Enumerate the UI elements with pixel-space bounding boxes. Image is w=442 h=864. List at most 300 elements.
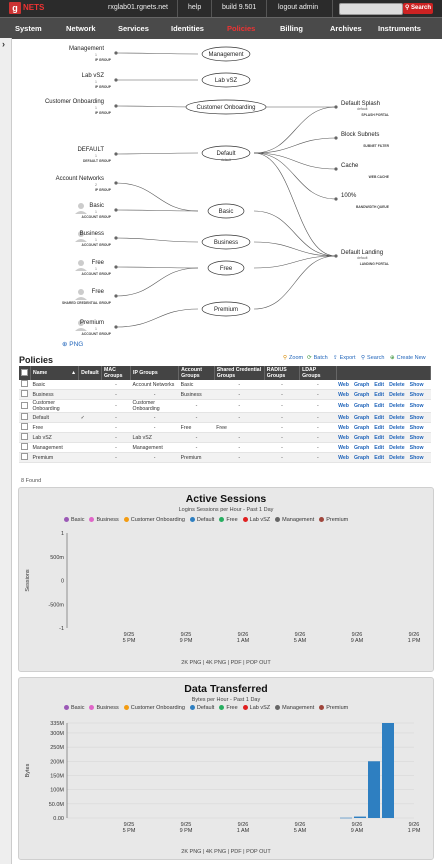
graph-node-type: ACCOUNT GROUP	[81, 215, 111, 219]
x-tick-label: 1 PM	[407, 638, 421, 644]
legend-item[interactable]: Management	[282, 705, 315, 711]
cell-account-groups: -	[179, 443, 215, 453]
graph-policy-sub: default	[221, 158, 231, 162]
cell-mac-groups: -	[102, 453, 131, 463]
row-checkbox[interactable]	[19, 433, 31, 443]
action-web-link[interactable]: Web	[338, 414, 349, 421]
plus-icon: ⊕	[390, 355, 395, 361]
graph-edge	[254, 153, 336, 199]
graph-node-count: 1	[95, 53, 97, 57]
x-tick-label: 9/25	[123, 822, 135, 828]
action-show-link[interactable]: Show	[409, 391, 424, 398]
row-checkbox[interactable]	[19, 380, 31, 390]
graph-node-dot	[114, 152, 117, 155]
graph-node-type: ACCOUNT GROUP	[81, 272, 111, 276]
data-bar[interactable]	[382, 723, 394, 818]
cell-mac-groups: -	[102, 400, 131, 413]
graph-node-type: SPLASH PORTAL	[361, 113, 389, 117]
cell-account-groups[interactable]: Free	[179, 423, 215, 433]
graph-policy-node[interactable]	[186, 100, 266, 114]
graph-node-dot	[334, 254, 337, 257]
nav-policies[interactable]: Policies	[227, 24, 256, 33]
legend-item[interactable]: Basic	[71, 517, 85, 523]
graph-left-node[interactable]	[75, 231, 118, 247]
action-graph-link[interactable]: Graph	[353, 434, 370, 441]
create-new-button[interactable]	[390, 355, 426, 361]
logo-text: NETS	[23, 3, 45, 12]
graph-policy-label: Lab vSZ	[214, 78, 238, 84]
x-tick-label: 9/26	[351, 632, 363, 638]
x-tick-label: 1 PM	[407, 828, 421, 834]
y-tick-label: 50.0M	[48, 801, 64, 808]
action-graph-link[interactable]: Graph	[353, 454, 370, 461]
graph-node-label: Business	[79, 231, 104, 237]
graph-edge	[116, 183, 198, 211]
graph-right-node[interactable]	[334, 193, 389, 209]
cell-actions	[336, 443, 430, 453]
graph-policy-node[interactable]	[208, 261, 244, 275]
nav-services[interactable]: Services	[118, 24, 149, 33]
legend-dot	[124, 705, 129, 710]
cell-default	[79, 423, 102, 433]
graph-node-count: 1	[95, 210, 97, 214]
table-row	[19, 390, 431, 400]
cell-account-groups[interactable]: Basic	[179, 380, 215, 390]
host-name: rxglab01.rgnets.net	[108, 4, 168, 11]
action-web-link[interactable]: Web	[338, 424, 349, 431]
sort-asc-icon: ▲	[70, 370, 77, 376]
graph-node-label: Block Subnets	[341, 132, 380, 138]
cell-shared-groups: -	[214, 390, 264, 400]
action-edit-link[interactable]: Edit	[374, 381, 385, 388]
cell-name: Customer Onboarding	[31, 400, 79, 413]
x-tick-label: 9/26	[408, 822, 420, 828]
graph-right-node[interactable]	[334, 101, 389, 117]
legend-item[interactable]: Customer Onboarding	[130, 705, 185, 711]
graph-policy-label: Basic	[218, 209, 234, 215]
legend-dot	[89, 517, 94, 522]
zoom-button[interactable]	[283, 355, 303, 361]
graph-edge	[116, 238, 198, 242]
graph-node-dot	[114, 265, 117, 268]
legend-dot	[243, 705, 248, 710]
row-checkbox[interactable]	[19, 443, 31, 453]
cell-name: Premium	[31, 453, 79, 463]
cell-name: Basic	[31, 380, 79, 390]
export-icon: ⇪	[333, 355, 338, 361]
export-label: Export	[339, 355, 356, 361]
graph-right-node[interactable]	[334, 163, 389, 179]
legend-item[interactable]: Lab vSZ	[249, 705, 271, 711]
user-icon	[78, 289, 84, 295]
cell-default	[79, 453, 102, 463]
graph-left-node[interactable]	[62, 289, 118, 305]
action-edit-link[interactable]: Edit	[374, 424, 385, 431]
x-tick-label: 9/25	[180, 822, 192, 828]
action-graph-link[interactable]: Graph	[353, 403, 370, 409]
select-all-checkbox[interactable]	[19, 366, 31, 380]
user-icon	[78, 260, 84, 266]
user-icon-body	[75, 268, 87, 271]
action-show-link[interactable]: Show	[409, 444, 424, 451]
action-edit-link[interactable]: Edit	[374, 403, 385, 409]
x-tick-label: 9/25	[180, 632, 192, 638]
help-link[interactable]: help	[188, 4, 202, 11]
cell-actions	[336, 400, 430, 413]
graph-left-node[interactable]	[75, 203, 118, 219]
cell-radius-groups: -	[264, 433, 299, 443]
cell-default	[79, 380, 102, 390]
legend-dot	[124, 517, 129, 522]
cell-shared-groups: -	[214, 413, 264, 423]
action-edit-link[interactable]: Edit	[374, 444, 385, 451]
graph-policy-node[interactable]	[202, 302, 250, 316]
x-tick-label: 9/26	[237, 822, 249, 828]
search-button[interactable]	[403, 3, 433, 14]
data-bar[interactable]	[368, 761, 380, 818]
graph-node-type: WEB CACHE	[368, 175, 389, 179]
info-icon: ⊕	[62, 341, 68, 348]
cell-mac-groups: -	[102, 443, 131, 453]
legend-dot	[319, 705, 324, 710]
user-icon-body	[75, 211, 87, 214]
legend-dot	[190, 705, 195, 710]
png-link[interactable]	[62, 340, 83, 348]
col-account-groups[interactable]: Account Groups	[179, 366, 215, 380]
graph-node-count: 1	[95, 106, 97, 110]
col-ip-groups[interactable]: IP Groups	[131, 366, 179, 380]
col-name[interactable]	[31, 366, 79, 380]
graph-node-dot	[114, 236, 117, 239]
action-show-link[interactable]: Show	[409, 434, 424, 441]
action-edit-link[interactable]: Edit	[374, 434, 385, 441]
action-show-link[interactable]: Show	[409, 381, 424, 388]
legend-item[interactable]: Lab vSZ	[249, 517, 271, 523]
graph-node-type: BANDWIDTH QUEUE	[356, 205, 389, 209]
top-bar	[0, 0, 442, 17]
graph-node-dot	[114, 104, 117, 107]
user-icon	[78, 203, 84, 209]
cell-default	[79, 390, 102, 400]
chart-legend	[59, 705, 348, 711]
table-row	[19, 433, 431, 443]
graph-node-label: Lab vSZ	[81, 73, 104, 79]
y-tick-label: 500m	[50, 554, 64, 561]
cell-name: Free	[31, 423, 79, 433]
y-tick-label: 300M	[50, 730, 64, 737]
action-graph-link[interactable]: Graph	[353, 391, 370, 398]
x-tick-label: 9/26	[237, 632, 249, 638]
data-transferred-chart	[19, 715, 433, 845]
search-button-label: Search	[411, 5, 432, 11]
active-sessions-chart	[19, 525, 433, 655]
action-show-link[interactable]: Show	[409, 424, 424, 431]
chart-export-links[interactable]: 2K PNG | 4K PNG | PDF | POP OUT	[181, 660, 271, 666]
action-web-link[interactable]: Web	[338, 454, 349, 461]
graph-node-label: Free	[91, 289, 104, 295]
legend-item[interactable]: Default	[196, 705, 215, 711]
search-input[interactable]	[339, 3, 403, 15]
graph-node-dot	[114, 181, 117, 184]
col-shared-credential-groups[interactable]: Shared Credential Groups	[214, 366, 264, 380]
chart-title: Data Transferred	[184, 683, 268, 695]
action-graph-link[interactable]: Graph	[353, 381, 370, 388]
logout-link[interactable]: logout admin	[278, 4, 319, 11]
cell-account-groups: -	[179, 400, 215, 413]
graph-node-dot	[114, 325, 117, 328]
graph-node-dot	[114, 51, 117, 54]
build-version: build 9.501	[222, 4, 257, 11]
row-checkbox[interactable]	[19, 400, 31, 413]
y-tick-label: 335M	[50, 721, 64, 727]
graph-left-node[interactable]	[69, 46, 118, 62]
cell-ip-groups: -	[131, 390, 179, 400]
cell-actions	[336, 423, 430, 433]
cell-actions	[336, 380, 430, 390]
graph-policy-label: Free	[219, 266, 233, 272]
table-row	[19, 380, 431, 390]
graph-edge	[254, 256, 336, 309]
x-tick-label: 1 AM	[236, 828, 250, 834]
cell-actions	[336, 433, 430, 443]
legend-dot	[190, 517, 195, 522]
legend-item[interactable]: Premium	[326, 705, 349, 711]
action-edit-link[interactable]: Edit	[374, 454, 385, 461]
action-web-link[interactable]: Web	[338, 391, 349, 398]
legend-dot	[89, 705, 94, 710]
action-delete-link[interactable]: Delete	[389, 403, 405, 409]
data-bar[interactable]	[354, 817, 366, 818]
action-graph-link[interactable]: Graph	[353, 414, 370, 421]
cell-ip-groups[interactable]: Lab vSZ	[131, 433, 179, 443]
row-checkbox[interactable]	[19, 390, 31, 400]
action-web-link[interactable]: Web	[338, 434, 349, 441]
chevron-right-icon[interactable]: ›	[2, 39, 5, 49]
rgnets-logo[interactable]	[9, 2, 45, 14]
graph-node-label: Cache	[341, 163, 359, 169]
graph-node-detail: default	[357, 107, 368, 111]
table-row	[19, 443, 431, 453]
export-button[interactable]	[333, 355, 356, 361]
chart-subtitle: Bytes per Hour - Past 1 Day	[191, 697, 261, 703]
action-delete-link[interactable]: Delete	[389, 414, 405, 421]
action-show-link[interactable]: Show	[409, 403, 424, 409]
cell-radius-groups: -	[264, 443, 299, 453]
cell-ldap-groups: -	[300, 413, 337, 423]
graph-edge	[116, 53, 198, 54]
graph-node-type: ACCOUNT GROUP	[81, 243, 111, 247]
graph-node-label: Premium	[79, 320, 104, 326]
x-tick-label: 5 AM	[293, 828, 307, 834]
cell-shared-groups[interactable]: Free	[214, 423, 264, 433]
search-table-button[interactable]	[361, 355, 384, 361]
png-link-label: PNG	[69, 341, 84, 348]
action-show-link[interactable]: Show	[409, 454, 424, 461]
cell-account-groups: -	[179, 413, 215, 423]
legend-item[interactable]: Business	[96, 705, 119, 711]
nav-identities[interactable]: Identities	[171, 24, 204, 33]
results-count: 8 Found	[21, 478, 42, 484]
action-delete-link[interactable]: Delete	[389, 424, 405, 431]
y-axis-label: Bytes	[25, 763, 31, 778]
cell-mac-groups: -	[102, 390, 131, 400]
action-delete-link[interactable]: Delete	[389, 381, 405, 388]
chart-legend	[59, 517, 348, 523]
graph-left-node[interactable]	[82, 73, 118, 89]
legend-item[interactable]: Business	[96, 517, 119, 523]
x-tick-label: 9 PM	[179, 638, 193, 644]
cell-actions	[336, 390, 430, 400]
chart-export-links[interactable]: 2K PNG | 4K PNG | PDF | POP OUT	[181, 849, 271, 855]
action-delete-link[interactable]: Delete	[389, 434, 405, 441]
graph-node-dot	[114, 294, 117, 297]
cell-shared-groups: -	[214, 443, 264, 453]
action-show-link[interactable]: Show	[409, 414, 424, 421]
cell-name: Lab vSZ	[31, 433, 79, 443]
graph-node-dot	[334, 136, 337, 139]
graph-left-node[interactable]	[75, 320, 118, 336]
legend-item[interactable]: Premium	[326, 517, 349, 523]
y-tick-label: 200M	[50, 759, 64, 766]
batch-button[interactable]	[307, 355, 328, 361]
graph-policy-node[interactable]	[202, 235, 250, 249]
data-bar[interactable]	[340, 818, 352, 819]
row-checkbox[interactable]	[19, 453, 31, 463]
legend-item[interactable]: Management	[282, 517, 315, 523]
y-tick-label: -500m	[48, 602, 64, 609]
policies-table	[19, 366, 431, 463]
legend-item[interactable]: Free	[226, 705, 238, 711]
graph-edge	[254, 138, 336, 153]
graph-policy-node[interactable]	[202, 73, 250, 87]
graph-node-count: 1	[95, 327, 97, 331]
cell-ip-groups[interactable]: Customer Onboarding	[131, 400, 179, 413]
cell-ip-groups[interactable]: Management	[131, 443, 179, 453]
legend-dot	[219, 517, 224, 522]
action-delete-link[interactable]: Delete	[389, 391, 405, 398]
cell-ip-groups: -	[131, 423, 179, 433]
action-delete-link[interactable]: Delete	[389, 444, 405, 451]
table-row	[19, 423, 431, 433]
graph-node-dot	[114, 78, 117, 81]
graph-node-label: 100%	[341, 193, 357, 199]
cell-ldap-groups: -	[300, 453, 337, 463]
active-sessions-panel	[18, 487, 434, 672]
graph-left-node[interactable]	[75, 260, 118, 276]
x-tick-label: 5 PM	[122, 828, 136, 834]
graph-node-label: Free	[91, 260, 104, 266]
cell-ldap-groups: -	[300, 390, 337, 400]
y-tick-label: 0.00	[53, 816, 64, 822]
graph-edge	[254, 242, 336, 256]
cell-ldap-groups: -	[300, 400, 337, 413]
action-web-link[interactable]: Web	[338, 444, 349, 451]
graph-policy-node[interactable]	[208, 204, 244, 218]
cell-account-groups: -	[179, 433, 215, 443]
graph-node-type: IP GROUP	[94, 188, 111, 192]
chart-title: Active Sessions	[185, 493, 267, 505]
policies-title: Policies	[19, 355, 54, 365]
graph-left-node[interactable]	[56, 176, 118, 192]
row-checkbox[interactable]	[19, 423, 31, 433]
graph-policy-label: Management	[208, 52, 244, 58]
zoom-label: Zoom	[289, 355, 304, 361]
action-delete-link[interactable]: Delete	[389, 454, 405, 461]
graph-node-label: Customer Onboarding	[44, 99, 104, 105]
y-tick-label: -1	[59, 626, 64, 632]
col-name-label: Name	[33, 370, 48, 376]
nav-system[interactable]: System	[15, 24, 42, 33]
legend-item[interactable]: Default	[196, 517, 215, 523]
cell-default	[79, 400, 102, 413]
action-web-link[interactable]: Web	[338, 403, 349, 409]
cell-default	[79, 433, 102, 443]
col-actions	[336, 366, 430, 380]
nav-archives[interactable]: Archives	[330, 24, 362, 33]
graph-policy-label: Business	[213, 240, 239, 246]
action-web-link[interactable]: Web	[338, 381, 349, 388]
cell-ldap-groups: -	[300, 433, 337, 443]
graph-node-label: Account Networks	[55, 176, 104, 182]
cell-actions	[336, 453, 430, 463]
graph-left-node[interactable]	[45, 99, 118, 115]
legend-item[interactable]: Basic	[71, 705, 85, 711]
graph-policy-label: Premium	[213, 307, 239, 313]
cell-account-groups[interactable]: Premium	[179, 453, 215, 463]
graph-node-dot	[114, 208, 117, 211]
cell-ldap-groups: -	[300, 443, 337, 453]
graph-node-label: Management	[68, 46, 104, 52]
legend-item[interactable]: Customer Onboarding	[130, 517, 185, 523]
zoom-icon: ⚲	[283, 355, 288, 361]
graph-left-node[interactable]	[77, 147, 117, 163]
cell-radius-groups: -	[264, 380, 299, 390]
graph-node-type: SHARED CREDENTIAL GROUP	[61, 301, 111, 305]
table-header-row	[19, 366, 431, 380]
col-radius-groups[interactable]: RADIUS Groups	[264, 366, 299, 380]
action-graph-link[interactable]: Graph	[353, 424, 370, 431]
action-edit-link[interactable]: Edit	[374, 391, 385, 398]
nav-instruments[interactable]: Instruments	[378, 24, 421, 33]
graph-node-label: Basic	[89, 203, 104, 209]
row-checkbox[interactable]	[19, 413, 31, 423]
graph-node-type: IP GROUP	[94, 58, 111, 62]
x-tick-label: 9/26	[294, 632, 306, 638]
graph-policy-node[interactable]	[202, 47, 250, 61]
action-graph-link[interactable]: Graph	[353, 444, 370, 451]
cell-ip-groups[interactable]: Account Networks	[131, 380, 179, 390]
graph-node-count: 1	[95, 80, 97, 84]
legend-item[interactable]: Free	[226, 517, 238, 523]
nav-billing[interactable]: Billing	[280, 24, 303, 33]
col-default[interactable]: Default	[79, 366, 102, 380]
col-ldap-groups[interactable]: LDAP Groups	[300, 366, 337, 380]
action-edit-link[interactable]: Edit	[374, 414, 385, 421]
cell-actions	[336, 413, 430, 423]
cell-account-groups[interactable]: Business	[179, 390, 215, 400]
nav-network[interactable]: Network	[66, 24, 96, 33]
search-table-label: Search	[367, 355, 385, 361]
col-mac-groups[interactable]: MAC Groups	[102, 366, 131, 380]
cell-radius-groups: -	[264, 390, 299, 400]
main-nav	[0, 17, 442, 39]
graph-policy-node[interactable]	[202, 146, 250, 162]
graph-right-node[interactable]	[334, 250, 389, 266]
graph-node-dot	[334, 197, 337, 200]
data-transferred-panel	[18, 677, 434, 860]
cell-default: ✓	[79, 413, 102, 423]
graph-right-node[interactable]	[334, 132, 389, 148]
